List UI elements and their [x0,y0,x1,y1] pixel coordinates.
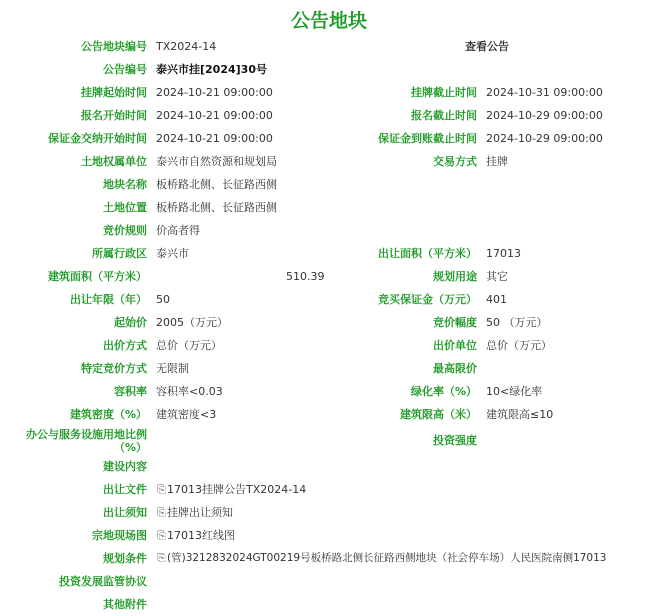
value-bidding-rule: 价高者得 [156,224,200,237]
value-land-location: 板桥路北侧、长征路西侧 [156,201,277,214]
value-plot-ratio: 容积率<0.03 [156,385,223,398]
label-announcement-number: 公告编号 [103,63,147,76]
row-announcement-number [0,58,658,81]
attachment-transfer-document-label: 17013挂牌公告TX2024-14 [167,483,307,496]
value-deposit-end: 2024-10-29 09:00:00 [486,132,603,145]
label-deposit-end: 保证金到账截止时间 [378,132,477,145]
value-bid-unit: 总价（万元） [486,339,552,352]
label-listing-end: 挂牌截止时间 [411,86,477,99]
value-trade-method: 挂牌 [486,155,508,168]
value-deposit-start: 2024-10-21 09:00:00 [156,132,273,145]
attachment-planning-conditions[interactable] [156,547,606,570]
row-district [0,242,658,265]
row-building-area [0,265,658,288]
value-bid-method: 总价（万元） [156,339,222,352]
label-transfer-area: 出让面积（平方米） [378,247,477,260]
paperclip-icon: ⎘ [157,552,166,564]
label-district: 所属行政区 [92,247,147,260]
value-building-density: 建筑密度<3 [156,408,217,421]
row-transfer-notice [0,501,658,524]
row-parcel-number [0,35,658,58]
value-land-owner: 泰兴市自然资源和规划局 [156,155,277,168]
label-site-map: 宗地现场图 [92,529,147,542]
value-registration-start: 2024-10-21 09:00:00 [156,109,273,122]
view-announcement-link[interactable]: 查看公告 [465,40,509,53]
row-other-attachments [0,593,658,616]
label-listing-start: 挂牌起始时间 [81,86,147,99]
label-bid-unit: 出价单位 [433,339,477,352]
label-planning-conditions: 规划条件 [103,552,147,565]
value-green-ratio: 10<绿化率 [486,385,543,398]
row-special-bidding [0,357,658,380]
label-transfer-document: 出让文件 [103,483,147,496]
row-bid-method [0,334,658,357]
value-transfer-area: 17013 [486,247,521,260]
attachment-site-map[interactable] [156,524,235,547]
paperclip-icon: ⎘ [157,483,166,496]
label-special-bidding: 特定竞价方式 [81,362,147,375]
value-special-bidding: 无限制 [156,362,189,375]
label-starting-price: 起始价 [114,316,147,329]
paperclip-icon: ⎘ [157,529,166,542]
row-ownership [0,150,658,173]
value-starting-price: 2005（万元） [156,316,228,329]
value-parcel-name: 板桥路北侧、长征路西侧 [156,178,277,191]
attachment-transfer-notice-label: 挂牌出让须知 [167,506,233,519]
row-planning-conditions [0,547,658,570]
row-construction-content [0,455,658,478]
label-office-ratio [0,428,147,454]
label-bidding-rule: 竞价规则 [103,224,147,237]
value-height-limit: 建筑限高≤10 [486,408,554,421]
row-registration-time [0,104,658,127]
label-office-ratio-line1: 办公与服务设施用地比例 [26,428,147,441]
row-listing-time [0,81,658,104]
value-planned-use: 其它 [486,270,508,283]
value-building-area: 510.39 [286,270,325,283]
label-investment-agreement: 投资发展监管协议 [59,575,147,588]
label-transfer-term: 出让年限（年） [70,293,147,306]
label-construction-content: 建设内容 [103,460,147,473]
row-site-map [0,524,658,547]
row-bidding-rule [0,219,658,242]
row-investment-agreement [0,570,658,593]
value-bid-increment: 50 （万元） [486,316,548,329]
attachment-site-map-label: 17013红线图 [167,529,235,542]
row-transfer-document [0,478,658,501]
row-parcel-name [0,173,658,196]
label-transfer-notice: 出让须知 [103,506,147,519]
row-office-ratio [0,426,658,456]
label-building-density: 建筑密度（%） [69,408,147,421]
value-announcement-number: 泰兴市挂[2024]30号 [156,63,267,76]
label-bid-increment: 竞价幅度 [433,316,477,329]
page-title: 公告地块 [290,10,367,32]
label-bid-deposit: 竞买保证金（万元） [378,293,477,306]
row-land-location [0,196,658,219]
label-registration-start: 报名开始时间 [81,109,147,122]
label-office-ratio-line2: （%） [113,441,147,454]
label-building-area: 建筑面积（平方米） [48,270,147,283]
label-green-ratio: 绿化率（%） [410,385,477,398]
label-parcel-number: 公告地块编号 [81,40,147,53]
value-listing-start: 2024-10-21 09:00:00 [156,86,273,99]
attachment-transfer-notice[interactable] [156,501,233,524]
attachment-planning-conditions-label: (管)3212832024GT00219号板桥路北侧长征路西侧地块（社会停车场）人民医院南侧17013 [167,552,607,564]
attachment-transfer-document[interactable] [156,478,306,501]
value-district: 泰兴市 [156,247,189,260]
label-price-cap: 最高限价 [433,362,477,375]
label-land-owner: 土地权属单位 [81,155,147,168]
row-building-density [0,403,658,426]
label-trade-method: 交易方式 [433,155,477,168]
paperclip-icon: ⎘ [157,506,166,519]
value-registration-end: 2024-10-29 09:00:00 [486,109,603,122]
label-land-location: 土地位置 [103,201,147,214]
row-transfer-term [0,288,658,311]
label-other-attachments: 其他附件 [103,598,147,611]
label-planned-use: 规划用途 [433,270,477,283]
label-investment-intensity: 投资强度 [433,434,477,447]
row-starting-price [0,311,658,334]
row-plot-ratio [0,380,658,403]
value-parcel-number: TX2024-14 [156,40,217,53]
label-plot-ratio: 容积率 [114,385,147,398]
label-deposit-start: 保证金交纳开始时间 [48,132,147,145]
row-deposit-time [0,127,658,150]
value-bid-deposit: 401 [486,293,507,306]
label-bid-method: 出价方式 [103,339,147,352]
label-height-limit: 建筑限高（米） [400,408,477,421]
label-parcel-name: 地块名称 [103,178,147,191]
value-listing-end: 2024-10-31 09:00:00 [486,86,603,99]
label-registration-end: 报名截止时间 [411,109,477,122]
value-transfer-term: 50 [156,293,170,306]
